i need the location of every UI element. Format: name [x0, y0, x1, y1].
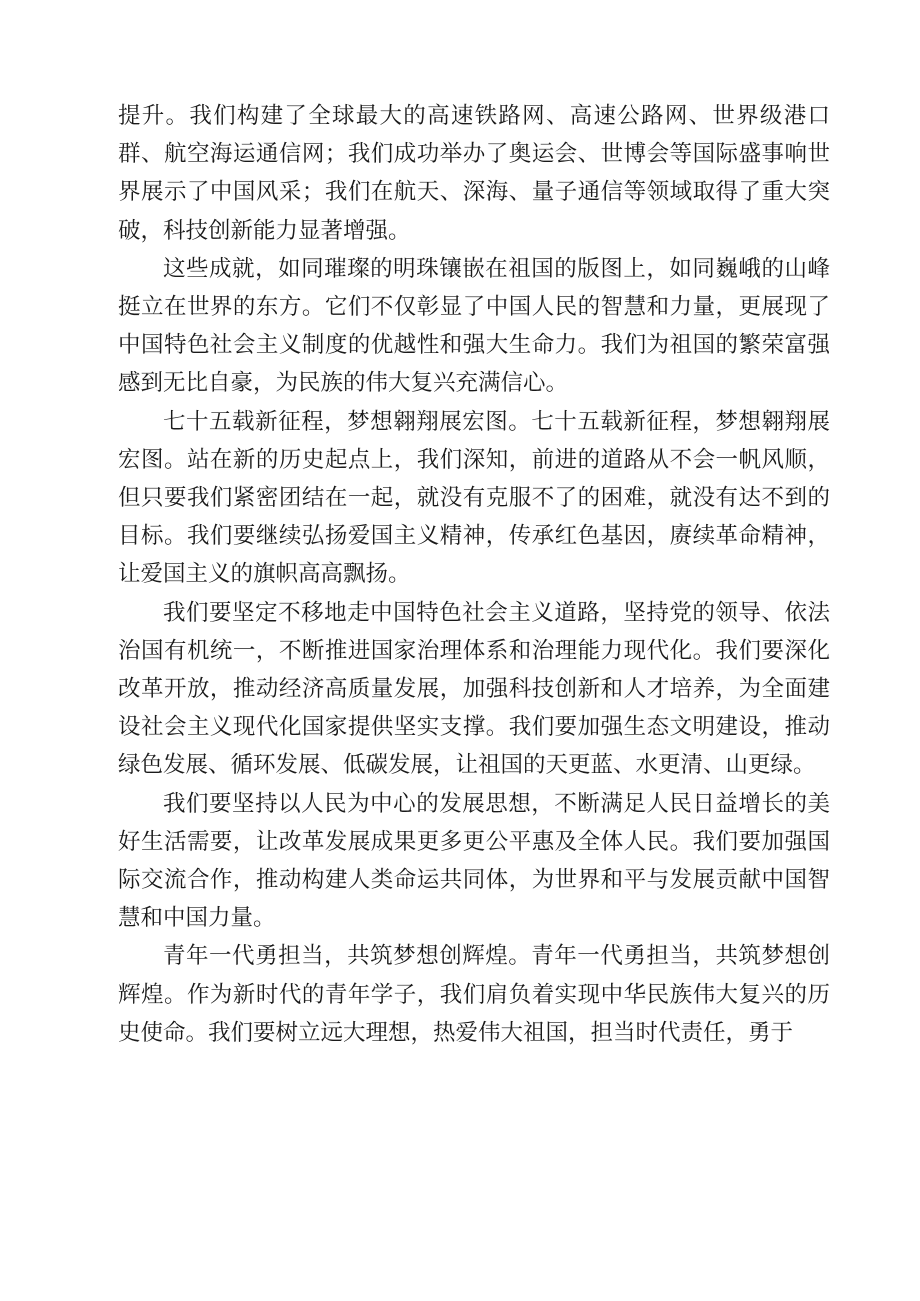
paragraph-5: 我们要坚持以人民为中心的发展思想，不断满足人民日益增长的美好生活需要，让改革发展成果更多更公平惠及全体人民。我们要加强国际交流合作，推动构建人类命运共同体，为世界和平与发展贡献中国智慧和中国力量。 [118, 790, 830, 932]
document-body [118, 97, 830, 1052]
paragraph-3: 七十五载新征程，梦想翱翔展宏图。七十五载新征程，梦想翱翔展宏图。站在新的历史起点上，我们深知，前进的道路从不会一帆风顺，但只要我们紧密团结在一起，就没有克服不了的困难，就没有达不到的目标。我们要继续弘扬爱国主义精神，传承红色基因，赓续革命精神，让爱国主义的旗帜高高飘扬。 [118, 408, 830, 588]
paragraph-2: 这些成就，如同璀璨的明珠镶嵌在祖国的版图上，如同巍峨的山峰挺立在世界的东方。它们不仅彰显了中国人民的智慧和力量，更展现了中国特色社会主义制度的优越性和强大生命力。我们为祖国的繁荣富强感到无比自豪，为民族的伟大复兴充满信心。 [118, 255, 830, 397]
paragraph-4: 我们要坚定不移地走中国特色社会主义道路，坚持党的领导、依法治国有机统一，不断推进国家治理体系和治理能力现代化。我们要深化改革开放，推动经济高质量发展，加强科技创新和人才培养，为全面建设社会主义现代化国家提供坚实支撑。我们要加强生态文明建设，推动绿色发展、循环发展、低碳发展，让祖国的天更蓝、水更清、山更绿。 [118, 599, 830, 779]
paragraph-1: 提升。我们构建了全球最大的高速铁路网、高速公路网、世界级港口群、航空海运通信网；我们成功举办了奥运会、世博会等国际盛事响世界展示了中国风采；我们在航天、深海、量子通信等领域取得了重大突破，科技创新能力显著增强。 [118, 103, 830, 244]
paragraph-6: 青年一代勇担当，共筑梦想创辉煌。青年一代勇担当，共筑梦想创辉煌。作为新时代的青年学子，我们肩负着实现中华民族伟大复兴的历史使命。我们要树立远大理想，热爱伟大祖国，担当时代责任，勇于 [118, 943, 830, 1046]
